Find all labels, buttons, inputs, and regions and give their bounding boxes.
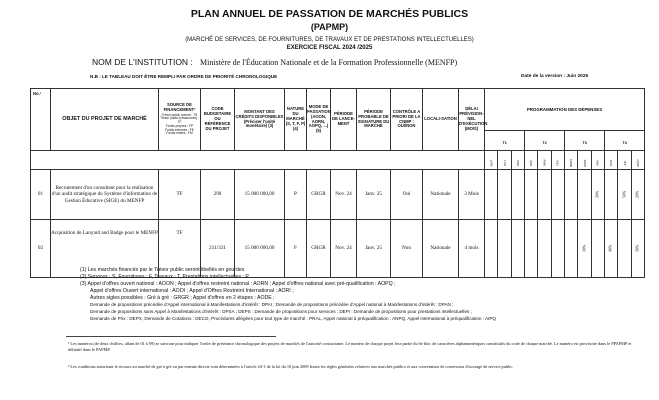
quarter-3 bbox=[564, 131, 604, 151]
month-cell bbox=[538, 170, 551, 220]
legend-line-4: Appel d'offres Ouvert international : AOOI ; Appel d'Offres Restreint International : AORI ; bbox=[90, 288, 294, 294]
month-label: OCT bbox=[498, 151, 511, 170]
month-label-spacer bbox=[31, 151, 485, 170]
row-mode: GRGR bbox=[307, 170, 331, 220]
row-objet: Recrutement d'un consultant pour la réalisation d'un audit stratégique du Système d'information de Gestion Éducative (SIGE) du MENFP bbox=[51, 170, 159, 220]
header-source-title: SOURCE DE FINANCEMENT² bbox=[163, 102, 196, 112]
month-cell bbox=[604, 170, 617, 220]
header-nature: NATURE DU MARCHÉ (S, T, F, P) (4) bbox=[285, 89, 307, 151]
row-localisation: Nationale bbox=[423, 170, 459, 220]
month-cell bbox=[591, 220, 604, 278]
row-source: TF bbox=[159, 170, 201, 220]
table-header-row bbox=[31, 89, 645, 131]
month-cell bbox=[511, 170, 524, 220]
quarter-4 bbox=[604, 131, 644, 151]
document-title: PLAN ANNUEL DE PASSATION DE MARCHÉS PUBLICS bbox=[190, 8, 469, 20]
month-label: JANV bbox=[538, 151, 551, 170]
row-lancement: Nov. 24 bbox=[331, 170, 357, 220]
month-cell: 30% bbox=[631, 220, 644, 278]
row-montant: 15 000 000,00 bbox=[235, 170, 285, 220]
month-cell bbox=[485, 170, 498, 220]
month-cell bbox=[551, 220, 564, 278]
header-programmation: PROGRAMMATION DES DÉPENSES bbox=[485, 89, 645, 131]
quarter-2 bbox=[524, 131, 564, 151]
quarter-1 bbox=[485, 131, 525, 151]
header-montant: MONTANT DES CRÉDITS DISPONIBLES (Préciser l'unité monétaire) (3) bbox=[235, 89, 285, 151]
footnote-2: ² Les conditions autorisant le recours au marché de gré à gré ou par entente directe sont déterminées à l'article 24-1 de la loi du 10 juin 2009 fixant les règles générales relatives aux marchés publics et aux conventions de concession d'ouvrage de service public. bbox=[68, 364, 514, 369]
institution-label: NOM DE L'INSTITUTION : bbox=[92, 57, 193, 67]
month-cell bbox=[511, 220, 524, 278]
row-no: 02 bbox=[31, 220, 51, 278]
table-row bbox=[31, 170, 645, 220]
header-lancement: PÉRIODE DE LANCE-MENT bbox=[331, 89, 357, 151]
row-signature: Janv. 25 bbox=[357, 220, 391, 278]
quarter-2-label: T2 bbox=[542, 140, 547, 145]
month-label: DÉC bbox=[524, 151, 537, 170]
month-cell bbox=[538, 220, 551, 278]
month-cell bbox=[498, 220, 511, 278]
month-label: FÉV bbox=[551, 151, 564, 170]
row-controle: Oui bbox=[391, 170, 423, 220]
row-delai: 3 Mois bbox=[459, 170, 485, 220]
legend-line-7: Demande de propositions sans Appel à Manifestations d'intérêt : DPSA ; DEPS : Demande de propositions pour services ; DEPI : Demande de propositions pour prestations intellectuelles ; bbox=[90, 309, 472, 314]
legend-line-3: (3) Appel d'offres ouvert national : AOON ; Appel d'offres restreint national : AORN ; Appel d'offres national avec pré-qualification : AOPQ ; bbox=[80, 281, 396, 287]
quarter-1-label: T1 bbox=[502, 140, 507, 145]
footnote-divider bbox=[66, 336, 276, 337]
document-subtitle: (MARCHÉ DE SERVICES, DE FOURNITURES, DE TRAVAUX ET DE PRESTATIONS INTELLECTUELLES) bbox=[185, 37, 474, 43]
month-label: MARS bbox=[564, 151, 577, 170]
month-cell bbox=[564, 220, 577, 278]
row-source: TF bbox=[159, 220, 201, 278]
footnote-1: ¹ Les numéros (de deux chiffres, allant de 01 à 99) se suivront pour indiquer l'ordre de préséance chronologique des projets de marchés de l'autorité contractante. Le numéro de chaque projet fera partie du 6e bloc de caractères alphanumériques constitutifs du code de chaque marché. Le numéro est provisoire dans le PPAPMP et définitif dans le PAPMP. bbox=[68, 341, 632, 352]
row-signature: Janv. 25 bbox=[357, 170, 391, 220]
legend-line-1: (1) Les marchés financés par le Trésor public seront libellés en gourdes bbox=[80, 267, 245, 273]
row-lancement: Nov. 24 bbox=[331, 220, 357, 278]
header-controle: CONTRÔLE A PRIORI DE LA CNMP : OUI/NON bbox=[391, 89, 423, 151]
header-signature: PÉRIODE PROBABLE DE SIGNATURE DU MARCHÉ bbox=[357, 89, 391, 151]
legend-line-6: Demande de propositions précédée d'Appel international à Manifestations d'intérêt : DPAI ; Demande de propositions précédée d'Appel national à Manifestations d'intérêt : DPAN ; bbox=[90, 302, 454, 307]
month-cell bbox=[498, 170, 511, 220]
header-objet: OBJET DU PROJET DE MARCHÉ bbox=[51, 89, 159, 151]
header-no: No.¹ bbox=[31, 89, 51, 151]
header-mode: MODE DE PASSATION (AOON, AORN, AOPQ, ...) (5) bbox=[307, 89, 331, 151]
month-label-row bbox=[31, 151, 645, 170]
month-label: JUIL bbox=[618, 151, 631, 170]
procurement-plan-table bbox=[30, 88, 645, 278]
month-cell: 20% bbox=[631, 170, 644, 220]
row-localisation: Nationale bbox=[423, 220, 459, 278]
header-localisation: LOCALI-SATION bbox=[423, 89, 459, 151]
header-source bbox=[159, 89, 201, 151]
month-cell bbox=[524, 220, 537, 278]
header-code: CODE BUDGETAIRE OU RÉFÉRENCE DU PROJET bbox=[201, 89, 235, 151]
row-nature: P bbox=[285, 170, 307, 220]
legend-line-8: Demande de Prix : DEPX, Demande de Cotations : DECO, Procédures allégées pour tout type de marché : PRAL, Appel national à préqualification : ANPQ, Appel international à préqualification : AIPQ bbox=[90, 316, 497, 321]
month-cell bbox=[564, 170, 577, 220]
row-delai: 4 mois bbox=[459, 220, 485, 278]
month-label: JUIN bbox=[604, 151, 617, 170]
priority-note: N.B : LE TABLEAU DOIT ÊTRE REMPLI PAR ORDRE DE PRIORITÉ CHRONOLOGIQUE bbox=[90, 74, 278, 79]
row-nature: F bbox=[285, 220, 307, 278]
header-delai: DÉLAI PRÉVISION-NEL D'EXÉCUTION (MOIS) bbox=[459, 89, 485, 151]
month-cell bbox=[618, 220, 631, 278]
institution-value: Ministère de l'Éducation Nationale et de la Formation Professionnelle (MENFP) bbox=[200, 58, 458, 67]
quarter-3-label: T3 bbox=[582, 140, 587, 145]
month-cell bbox=[485, 220, 498, 278]
month-label: AVRIL bbox=[578, 151, 591, 170]
row-montant: 15 000 000,00 bbox=[235, 220, 285, 278]
header-source-legend: Trésor public normal : TS Trésor public (ressources) : TF Fonds propres : FP Fonds externes : FE Fonds mixtes : FM bbox=[160, 112, 199, 136]
document-acronym: (PAPMP) bbox=[310, 22, 349, 32]
row-no: 01 bbox=[31, 170, 51, 220]
row-code: 211/331 bbox=[201, 220, 235, 278]
month-cell: 40% bbox=[604, 220, 617, 278]
month-label: NOV bbox=[511, 151, 524, 170]
version-date: Date de la version : Juin 2025 bbox=[521, 74, 589, 79]
month-label: SEPT bbox=[485, 151, 498, 170]
row-objet: Acquisition de Lanyard and Badge pour le MENFP bbox=[51, 220, 159, 278]
fiscal-exercise: EXERCICE FISCAL 2024 /2025 bbox=[286, 45, 373, 51]
month-label: AOÛT bbox=[631, 151, 644, 170]
legend-line-2: (2) Services : S, Fournitures : F, Travaux : T, Prestations intellectuelles : P bbox=[80, 274, 249, 280]
row-code: 290 bbox=[201, 170, 235, 220]
month-cell bbox=[578, 170, 591, 220]
month-cell: 50% bbox=[618, 170, 631, 220]
month-label: MAI bbox=[591, 151, 604, 170]
month-cell bbox=[551, 170, 564, 220]
month-cell bbox=[524, 170, 537, 220]
month-cell: 30% bbox=[591, 170, 604, 220]
row-mode: GRGR bbox=[307, 220, 331, 278]
quarter-4-label: T4 bbox=[622, 140, 627, 145]
month-cell: 30% bbox=[578, 220, 591, 278]
row-controle: Non bbox=[391, 220, 423, 278]
legend-line-5: Autres sigles possibles : Gré à gré : GRGR ; Appel d'offres en 2 étapes : AODE ; bbox=[90, 295, 275, 301]
